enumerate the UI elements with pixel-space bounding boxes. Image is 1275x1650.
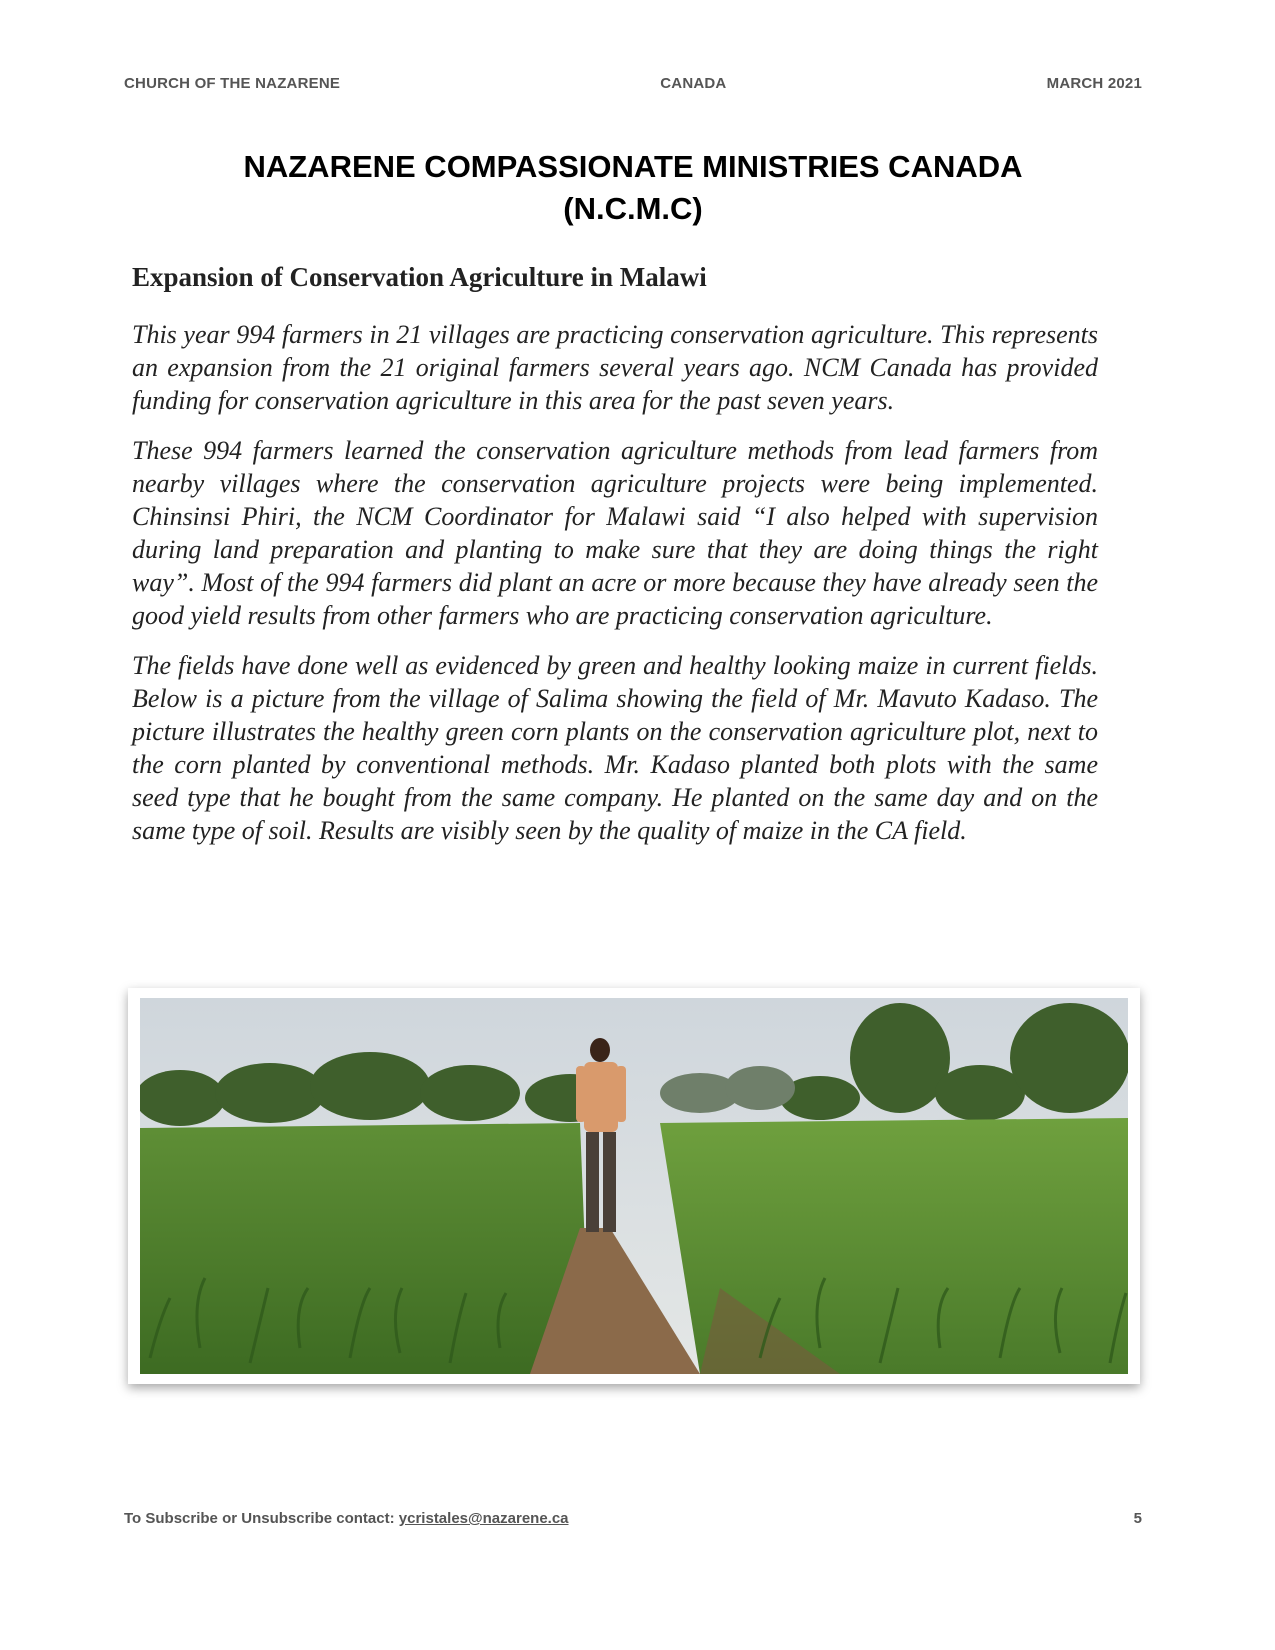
article-paragraph: These 994 farmers learned the conservation agriculture methods from lead farmers from nearby villages where the conservation agriculture projects were being implemented. Chinsinsi Phiri, the NCM Coordinator for Malawi said “I also helped with supervision during land preparation and planting to make sure that they are doing things the right way”. Most of the 994 farmers did plant an acre or more because they have already seen the good yield results from other farmers who are practicing conservation agriculture. [132,436,1098,630]
contact-email-link[interactable]: ycristales@nazarene.ca [398,1510,569,1527]
page-title-line-2: (N.C.M.C) [563,191,703,226]
article-body [132,318,1098,864]
page-number: 5 [1133,1510,1142,1527]
header-organization: CHURCH OF THE NAZARENE [124,75,341,92]
page-title-line-1: NAZARENE COMPASSIONATE MINISTRIES CANADA [243,149,1023,184]
header-country: CANADA [660,75,727,92]
subscribe-note [124,1510,569,1527]
running-header [124,75,1142,92]
article-paragraph: This year 994 farmers in 21 villages are practicing conservation agriculture. This represents an expansion from the 21 original farmers several years ago. NCM Canada has provided funding for conservation agriculture in this area for the past seven years. [132,320,1098,415]
header-date: MARCH 2021 [1046,75,1142,92]
article-paragraph: The fields have done well as evidenced by green and healthy looking maize in current fields. Below is a picture from the village of Salima showing the field of Mr. Mavuto Kadaso. The picture illustrates the healthy green corn plants on the conservation agriculture plot, next to the corn planted by conventional methods. Mr. Kadaso planted both plots with the same seed type that he bought from the same company. He planted on the same day and on the same type of soil. Results are visibly seen by the quality of maize in the CA field. [132,651,1098,845]
article-heading: Expansion of Conservation Agriculture in Malawi [132,262,707,292]
maize-field-photo [140,998,1128,1374]
photo-frame [128,988,1140,1384]
contact-label: To Subscribe or Unsubscribe contact: [124,1510,399,1527]
page-footer [124,1510,1142,1527]
page-title [124,146,1142,230]
